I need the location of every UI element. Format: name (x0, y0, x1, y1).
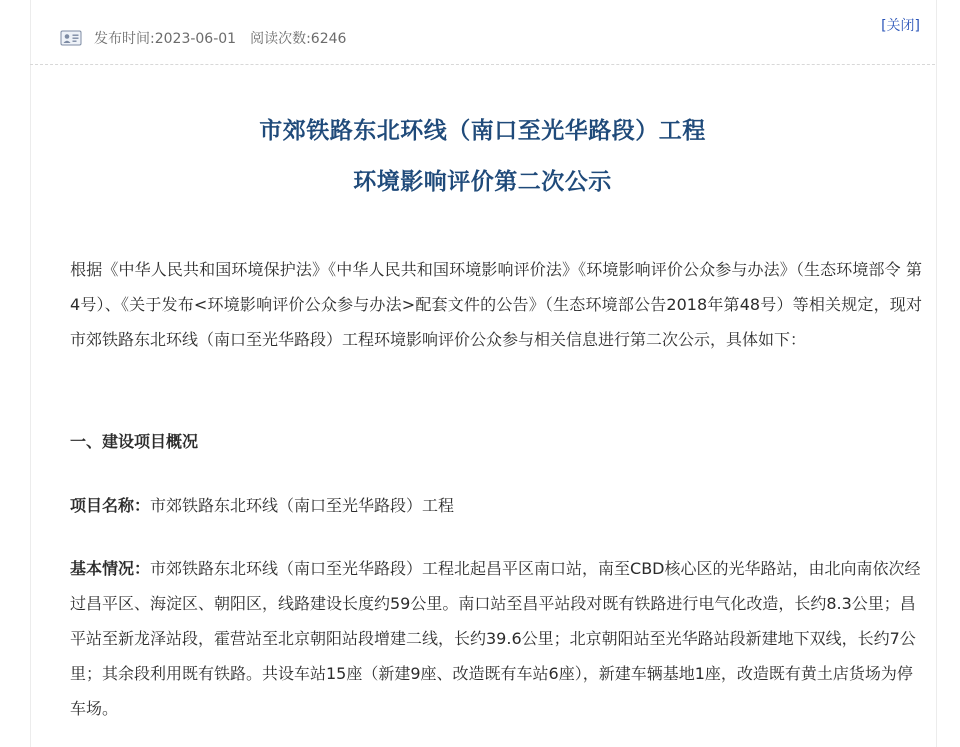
page-title-line2: 环境影响评价第二次公示 (353, 169, 612, 195)
basic-info-label: 基本情况： (70, 559, 151, 578)
project-name-value: 市郊铁路东北环线（南口至光华路段）工程 (150, 496, 455, 515)
basic-info-row (70, 551, 922, 726)
publish-time: 发布时间:2023-06-01 (94, 31, 237, 47)
section-heading: 一、建设项目概况 (70, 432, 199, 451)
basic-info-value: 市郊铁路东北环线（南口至光华路段）工程北起昌平区南口站，南至CBD核心区的光华路站，由北向南依次经过昌平区、海淀区、朝阳区，线路建设长度约59公里。南口站至昌平站段对既有铁路进行电气化改造，长约8.3公里；昌平站至新龙泽站段，霍营站至北京朝阳站段增建二线，长约39.6公里；北京朝阳站至光华路站段新建地下双线，长约7公里；其余段利用既有铁路。共设车站15座（新建9座、改造既有车站6座），新建车辆基地1座，改造既有黄土店货场为停车场。 (70, 559, 921, 718)
close-link[interactable]: [关闭] (881, 18, 920, 34)
intro-paragraph (70, 252, 922, 357)
read-count: 阅读次数:6246 (250, 31, 347, 47)
project-name-label: 项目名称： (70, 496, 151, 515)
page-title-line1: 市郊铁路东北环线（南口至光华路段）工程 (259, 118, 706, 144)
article-meta (60, 26, 346, 50)
intro-text: 根据《中华人民共和国环境保护法》《中华人民共和国环境影响评价法》《环境影响评价公众参与办法》（生态环境部令 第4号）、《关于发布<环境影响评价公众参与办法>配套文件的公告》（生态环境部公告2018年第48号）等相关规定，现对市郊铁路东北环线（南口至光华路段）工程环境影响评价公众参与相关信息进行第二次公示，具体如下： (70, 260, 922, 349)
divider (30, 64, 935, 65)
project-name-row (70, 488, 922, 523)
id-card-icon (60, 30, 82, 46)
